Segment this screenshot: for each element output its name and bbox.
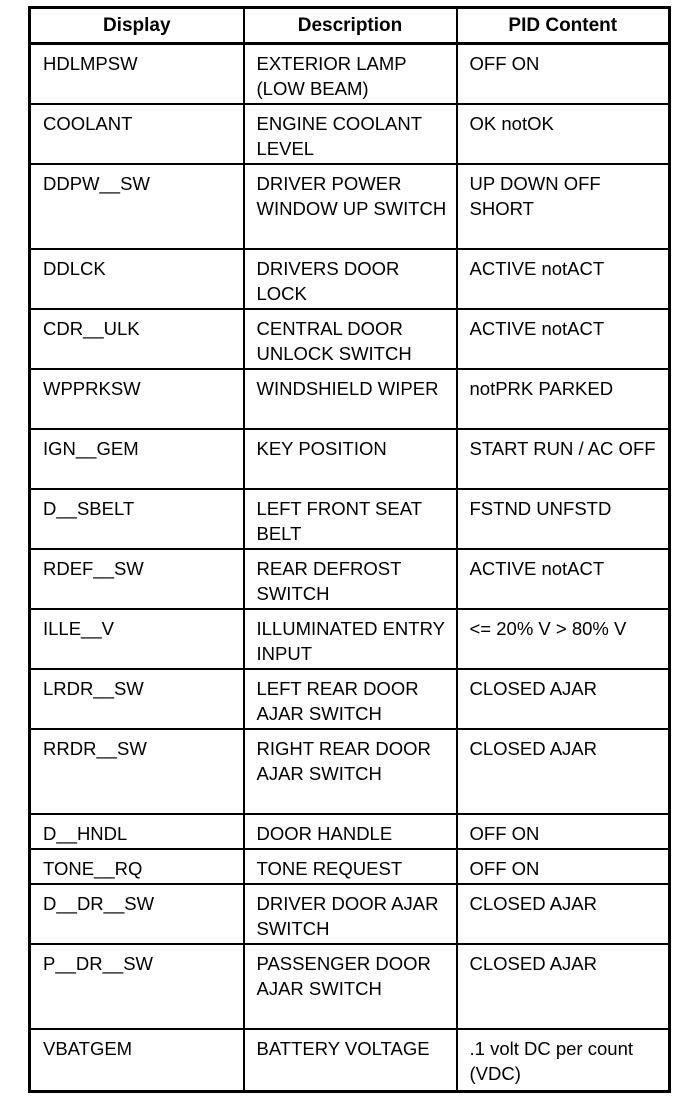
pid-cell: <= 20% V > 80% V <box>457 609 670 669</box>
pid-cell: CLOSED AJAR <box>457 884 670 944</box>
display-cell: D__HNDL <box>30 814 244 849</box>
table-row <box>30 669 670 729</box>
display-cell: D__SBELT <box>30 489 244 549</box>
description-cell: DOOR HANDLE <box>244 814 457 849</box>
table-row <box>30 549 670 609</box>
display-cell: RDEF__SW <box>30 549 244 609</box>
table-row <box>30 729 670 814</box>
table-row <box>30 369 670 429</box>
pid-cell: UP DOWN OFF SHORT <box>457 164 670 249</box>
table-row <box>30 249 670 309</box>
display-cell: D__DR__SW <box>30 884 244 944</box>
pid-cell: notPRK PARKED <box>457 369 670 429</box>
description-cell: EXTERIOR LAMP (LOW BEAM) <box>244 44 457 104</box>
display-cell: DDPW__SW <box>30 164 244 249</box>
description-cell: TONE REQUEST <box>244 849 457 884</box>
display-cell: RRDR__SW <box>30 729 244 814</box>
description-cell: ILLUMINATED ENTRY INPUT <box>244 609 457 669</box>
pid-cell: OK notOK <box>457 104 670 164</box>
description-cell: LEFT REAR DOOR AJAR SWITCH <box>244 669 457 729</box>
table-row <box>30 1029 670 1092</box>
description-cell: REAR DEFROST SWITCH <box>244 549 457 609</box>
table-row <box>30 44 670 104</box>
table-row <box>30 814 670 849</box>
description-cell: BATTERY VOLTAGE <box>244 1029 457 1092</box>
description-cell: WINDSHIELD WIPER <box>244 369 457 429</box>
pid-cell: OFF ON <box>457 44 670 104</box>
header-display: Display <box>30 8 244 44</box>
header-pid-content: PID Content <box>457 8 670 44</box>
description-cell: DRIVER DOOR AJAR SWITCH <box>244 884 457 944</box>
table-row <box>30 104 670 164</box>
table-row <box>30 309 670 369</box>
table-row <box>30 164 670 249</box>
display-cell: WPPRKSW <box>30 369 244 429</box>
description-cell: LEFT FRONT SEAT BELT <box>244 489 457 549</box>
display-cell: HDLMPSW <box>30 44 244 104</box>
display-cell: DDLCK <box>30 249 244 309</box>
table-row <box>30 849 670 884</box>
display-cell: CDR__ULK <box>30 309 244 369</box>
header-description: Description <box>244 8 457 44</box>
description-cell: CENTRAL DOOR UNLOCK SWITCH <box>244 309 457 369</box>
display-cell: LRDR__SW <box>30 669 244 729</box>
display-cell: VBATGEM <box>30 1029 244 1092</box>
pid-cell: FSTND UNFSTD <box>457 489 670 549</box>
description-cell: DRIVER POWER WINDOW UP SWITCH <box>244 164 457 249</box>
display-cell: TONE__RQ <box>30 849 244 884</box>
display-cell: P__DR__SW <box>30 944 244 1029</box>
pid-cell: CLOSED AJAR <box>457 669 670 729</box>
display-cell: IGN__GEM <box>30 429 244 489</box>
pid-cell: ACTIVE notACT <box>457 309 670 369</box>
table-row <box>30 884 670 944</box>
description-cell: DRIVERS DOOR LOCK <box>244 249 457 309</box>
table-row <box>30 944 670 1029</box>
pid-cell: ACTIVE notACT <box>457 549 670 609</box>
pid-cell: .1 volt DC per count (VDC) <box>457 1029 670 1092</box>
pid-cell: ACTIVE notACT <box>457 249 670 309</box>
table-row <box>30 609 670 669</box>
header-row <box>30 8 670 44</box>
display-cell: ILLE__V <box>30 609 244 669</box>
pid-cell: OFF ON <box>457 814 670 849</box>
display-cell: COOLANT <box>30 104 244 164</box>
pid-cell: CLOSED AJAR <box>457 729 670 814</box>
table-row <box>30 429 670 489</box>
pid-cell: CLOSED AJAR <box>457 944 670 1029</box>
pid-cell: OFF ON <box>457 849 670 884</box>
pid-cell: START RUN / AC OFF <box>457 429 670 489</box>
pid-table <box>28 6 671 1093</box>
description-cell: PASSENGER DOOR AJAR SWITCH <box>244 944 457 1029</box>
description-cell: KEY POSITION <box>244 429 457 489</box>
description-cell: ENGINE COOLANT LEVEL <box>244 104 457 164</box>
table-row <box>30 489 670 549</box>
description-cell: RIGHT REAR DOOR AJAR SWITCH <box>244 729 457 814</box>
